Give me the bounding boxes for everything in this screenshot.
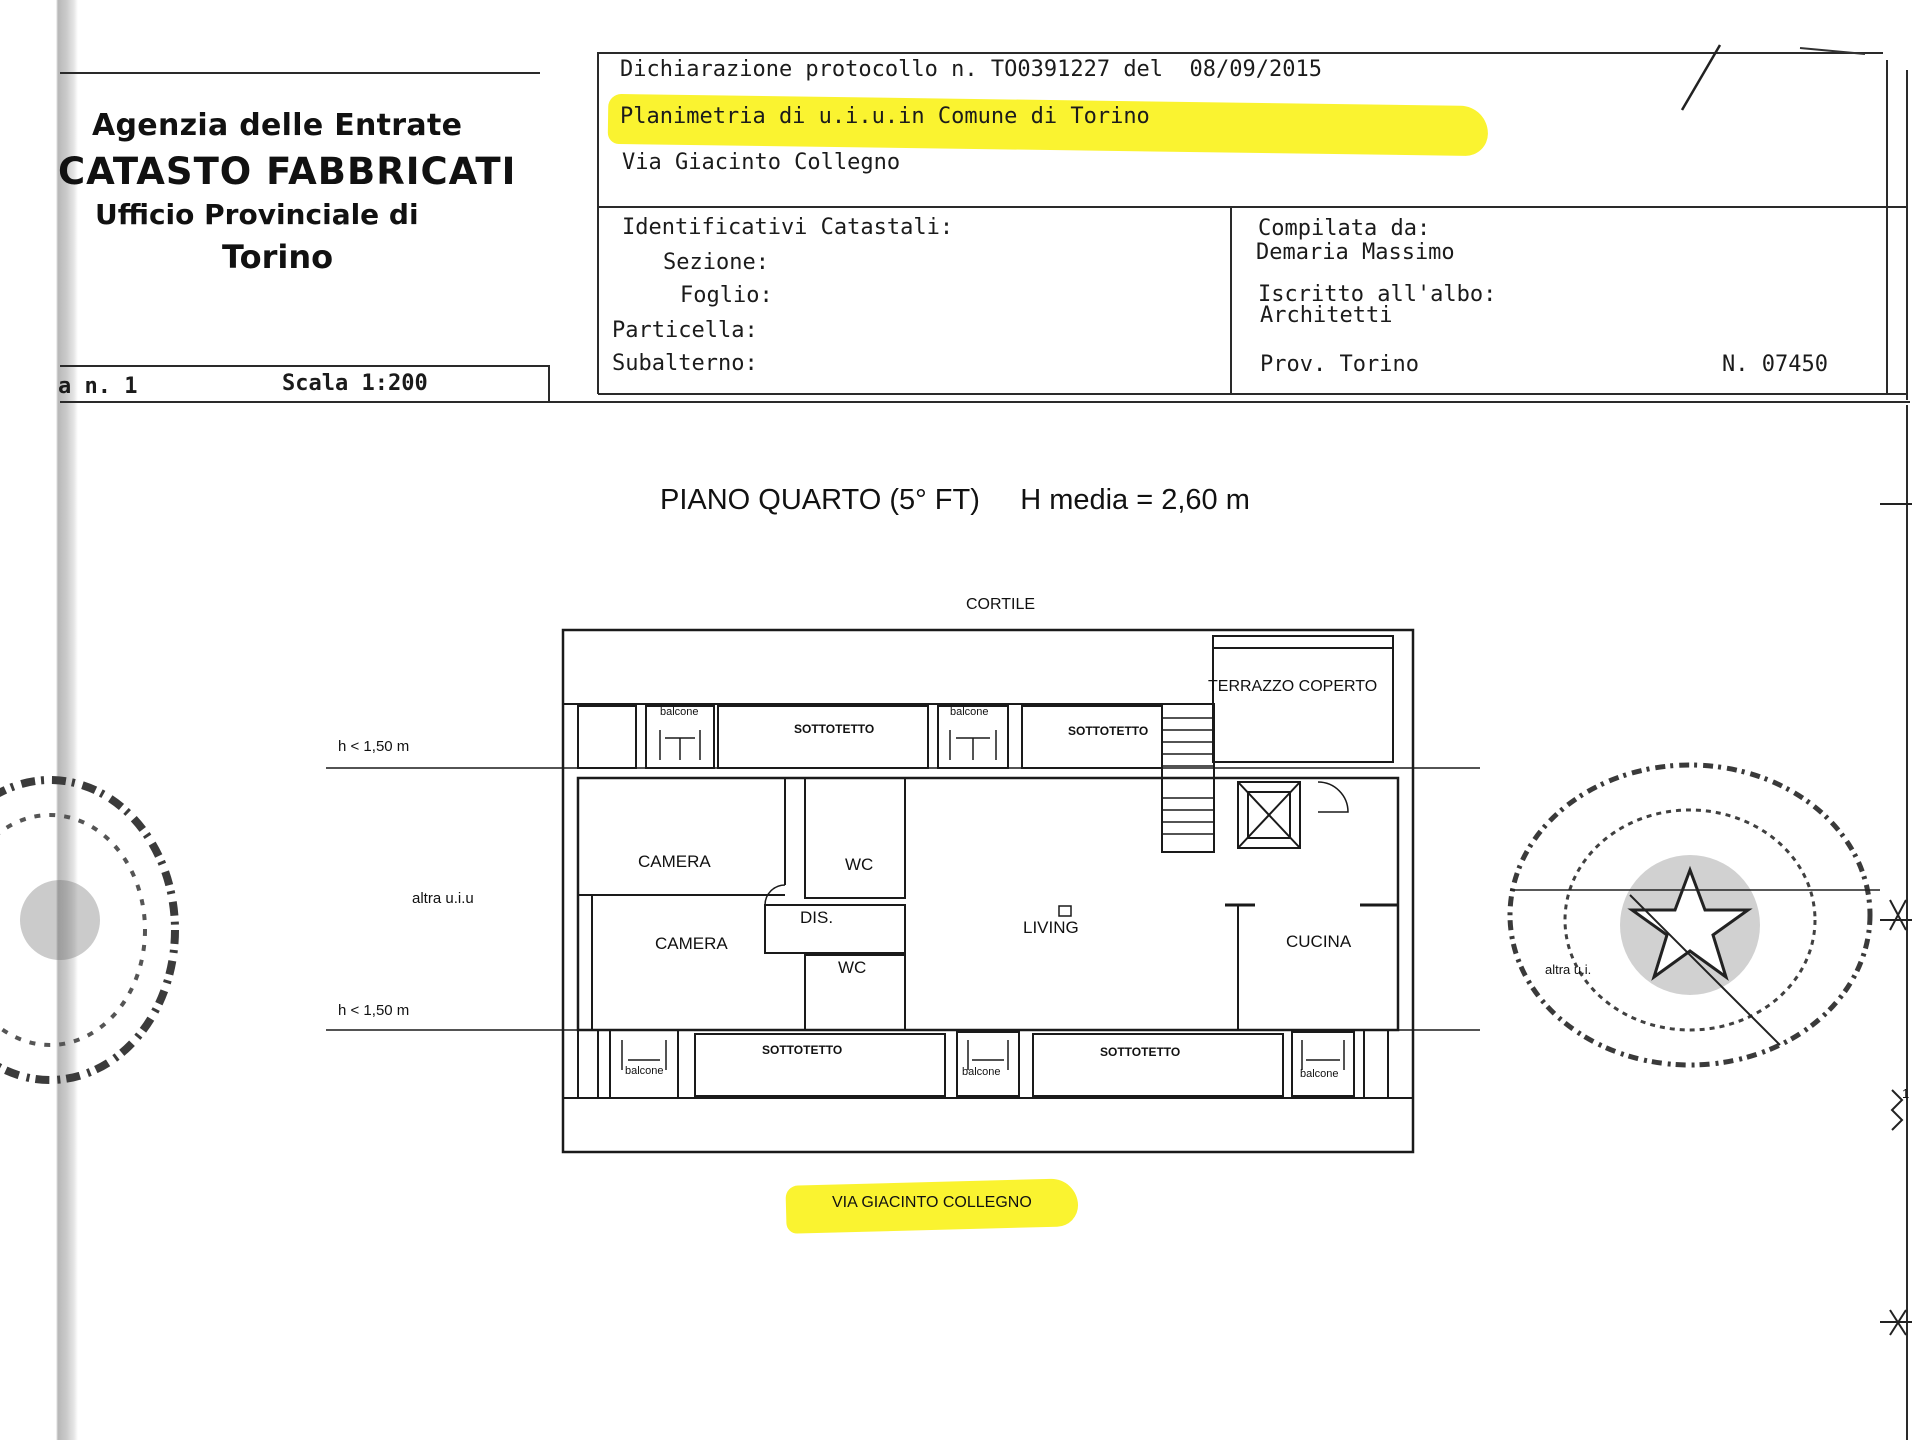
header-top-line — [60, 72, 540, 74]
floor-label: PIANO QUARTO (5° FT) — [660, 484, 980, 516]
room-sottotetto-1: SOTTOTETTO — [794, 722, 875, 736]
catasto-title: CATASTO FABBRICATI — [58, 150, 517, 193]
room-balcone-3: balcone — [625, 1065, 664, 1077]
room-balcone-5: balcone — [1300, 1068, 1339, 1080]
right-margin-marks — [1872, 490, 1920, 1360]
room-sottotetto-4: SOTTOTETTO — [1100, 1045, 1181, 1059]
box-middle — [1230, 206, 1232, 394]
other-unit-right: altra u.i. — [1545, 962, 1592, 977]
box-left — [597, 52, 599, 394]
scale-box-right — [548, 365, 550, 403]
courtyard-label: CORTILE — [966, 596, 1036, 613]
room-terrazzo: TERRAZZO COPERTO — [1208, 678, 1378, 695]
room-dis: DIS. — [800, 908, 834, 927]
office-label: Ufficio Provinciale di — [95, 198, 419, 231]
box-bottom — [598, 393, 1908, 395]
room-cucina: CUCINA — [1286, 932, 1352, 951]
sheet-scale: Scala 1:200 — [282, 371, 428, 396]
room-camera-bottom: CAMERA — [655, 934, 728, 953]
sheet-page: a n. 1 — [58, 374, 138, 399]
height-note-top: h < 1,50 m — [338, 738, 410, 755]
box-divider — [598, 206, 1908, 208]
room-sottotetto-2: SOTTOTETTO — [1068, 724, 1149, 738]
room-wc-bottom: WC — [838, 958, 867, 977]
street-label: VIA GIACINTO COLLEGNO — [832, 1194, 1032, 1211]
register-label: Iscritto all'albo: — [1258, 282, 1497, 307]
scanner-edge — [0, 0, 78, 1440]
room-balcone-1: balcone — [660, 706, 699, 718]
compiler-name: Demaria Massimo — [1256, 240, 1455, 265]
planimetry-text: Planimetria di u.i.u.in Comune di Torino — [620, 104, 1150, 129]
plan-title — [660, 484, 1250, 517]
compiled-label: Compilata da: — [1258, 216, 1431, 241]
scale-box-top — [60, 365, 550, 367]
height-note-bottom: h < 1,50 m — [338, 1002, 410, 1019]
header-bottom-line — [60, 401, 1910, 403]
register-value: Architetti — [1260, 303, 1393, 328]
sezione-label: Sezione: — [663, 250, 769, 275]
right-stamp — [1500, 745, 1890, 1075]
address-text: Via Giacinto Collegno — [622, 150, 901, 175]
foglio-label: Foglio: — [680, 283, 773, 308]
room-wc-top: WC — [845, 855, 874, 874]
cadastral-title: Identificativi Catastali: — [622, 215, 954, 240]
province-value: Prov. Torino — [1260, 352, 1419, 377]
room-balcone-4: balcone — [962, 1066, 1001, 1078]
room-living: LIVING — [1023, 918, 1079, 937]
average-height: H media = 2,60 m — [1020, 484, 1250, 516]
side-number: 1 — [1902, 1086, 1910, 1101]
pen-marks — [1660, 40, 1920, 130]
room-camera-top: CAMERA — [638, 852, 711, 871]
particella-label: Particella: — [612, 318, 758, 343]
subalterno-label: Subalterno: — [612, 351, 758, 376]
room-sottotetto-3: SOTTOTETTO — [762, 1043, 843, 1057]
declaration-text: Dichiarazione protocollo n. TO0391227 del 08/09/2015 — [620, 57, 1322, 82]
agency-name: Agenzia delle Entrate — [92, 108, 463, 143]
room-balcone-2: balcone — [950, 706, 989, 718]
office-city: Torino — [222, 238, 334, 276]
register-number: N. 07450 — [1722, 352, 1828, 377]
other-unit-left: altra u.i.u — [412, 890, 474, 907]
left-stamp — [0, 770, 190, 1090]
